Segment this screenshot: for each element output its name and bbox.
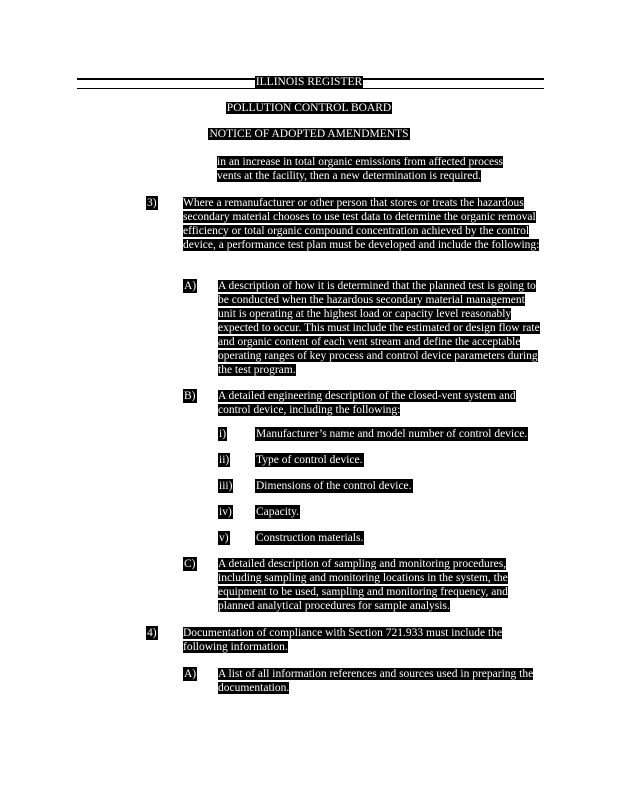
item-4a-paragraph: A list of all information references and sources used in preparing the documentation.	[218, 668, 534, 694]
item-3b-v-label: v)	[219, 532, 229, 544]
item-3c-label: C)	[184, 558, 196, 570]
item-3-paragraph: Where a remanufacturer or other person that stores or treats the hazardous secondary material chooses to use test data to determine the organic removal efficiency or total organic compound concentration achieved by the control device, a performance test plan must be developed and include the following:	[183, 197, 540, 251]
item-3b-iii-label: iii)	[219, 480, 233, 492]
item-3b-label: B)	[184, 390, 196, 402]
item-3b-ii-label: ii)	[219, 454, 230, 466]
item-3b-ii-text: Type of control device.	[256, 454, 363, 466]
item-4a-label: A)	[184, 668, 197, 680]
item-4-paragraph: Documentation of compliance with Section 721.933 must include the following information.	[183, 627, 503, 653]
item-3b-iv-text: Capacity.	[256, 506, 300, 518]
item-3b-paragraph: A detailed engineering description of the closed-vent system and control device, including the following:	[218, 390, 516, 416]
item-3-label: 3)	[147, 197, 157, 209]
continuation-paragraph: in an increase in total organic emissions from affected process vents at the facility, then a new determination is required.	[217, 156, 504, 182]
board-title: POLLUTION CONTROL BOARD	[226, 102, 392, 114]
item-3c-paragraph: A detailed description of sampling and monitoring procedures, including sampling and monitoring locations in the system, the equipment to be used, sampling and monitoring frequency, and planned analytical procedures for sample analysis.	[218, 558, 508, 612]
item-3b-i-text: Manufacturer’s name and model number of control device.	[256, 428, 528, 440]
item-3b-i-label: i)	[219, 428, 227, 440]
item-3b-v-text: Construction materials.	[256, 532, 364, 544]
item-3a-label: A)	[184, 280, 197, 292]
register-title: ILLINOIS REGISTER	[255, 76, 363, 88]
item-4-label: 4)	[147, 627, 157, 639]
item-3b-iii-text: Dimensions of the control device.	[256, 480, 412, 492]
notice-title: NOTICE OF ADOPTED AMENDMENTS	[209, 128, 409, 140]
item-3b-iv-label: iv)	[219, 506, 232, 518]
item-3a-paragraph: A description of how it is determined that the planned test is going to be conducted when the hazardous secondary material management unit is operating at the highest load or capacity level reasonably expected to occur. This must include the estimated or design flow rate and organic content of each vent stream and define the acceptable operating ranges of key process and control device parameters during the test program.	[218, 280, 540, 376]
